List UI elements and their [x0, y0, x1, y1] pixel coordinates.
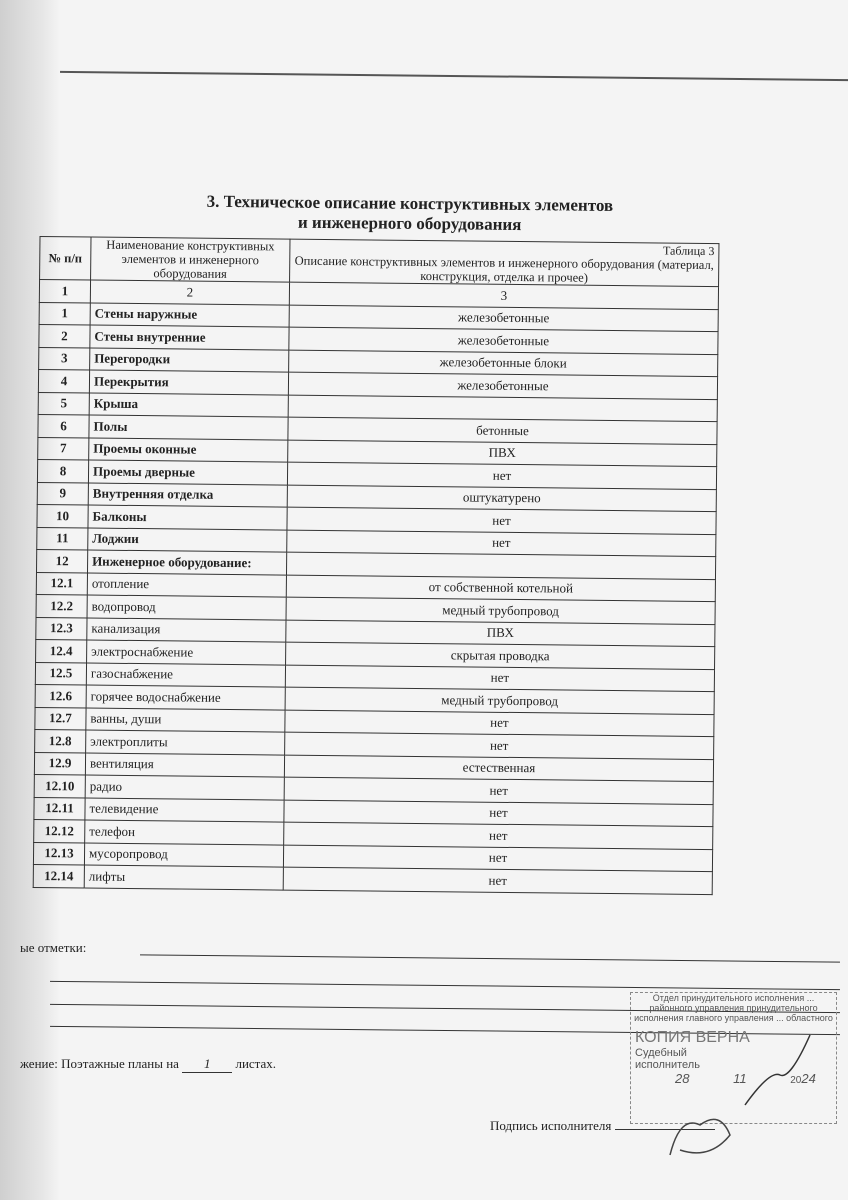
element-description: от собственной котельной: [286, 575, 715, 602]
row-number: 12: [36, 549, 87, 572]
elements-table: [33, 236, 720, 895]
element-description: бетонные: [288, 417, 717, 444]
signature-label: Подпись исполнителя: [490, 1118, 612, 1133]
element-description: нет: [283, 845, 712, 872]
element-name: Проемы оконные: [89, 438, 288, 463]
divider: [60, 71, 848, 81]
element-description: нет: [287, 530, 716, 557]
element-description: нет: [285, 665, 714, 692]
element-name: вентиляция: [85, 753, 284, 778]
row-number: 3: [39, 347, 90, 370]
element-name: Балконы: [88, 505, 287, 530]
element-name: Стены внутренние: [90, 325, 289, 350]
element-name: Инженерное оборудование:: [87, 550, 286, 575]
row-number: 6: [38, 414, 89, 437]
row-number: 4: [38, 369, 89, 392]
row-number: 8: [37, 459, 88, 482]
element-description: нет: [287, 507, 716, 534]
element-name: электроплиты: [86, 730, 285, 755]
title-line2: и инженерного оборудования: [297, 212, 522, 235]
element-name: Лоджии: [88, 528, 287, 553]
attachment-line: [20, 1056, 276, 1073]
element-name: газоснабжение: [86, 663, 285, 688]
row-number: 9: [37, 482, 88, 505]
attachment-label: жение: Поэтажные планы на: [20, 1056, 179, 1071]
element-description: нет: [284, 822, 713, 849]
row-number: 12.5: [35, 662, 86, 685]
stamp-year-prefix: 20: [790, 1075, 802, 1086]
col-number: 2: [90, 280, 289, 305]
row-number: 12.11: [34, 797, 85, 820]
row-number: 12.2: [36, 594, 87, 617]
attachment-suffix: листах.: [235, 1056, 277, 1071]
col-number: 1: [39, 280, 90, 303]
element-name: телевидение: [85, 798, 284, 823]
element-description: оштукатурено: [287, 485, 716, 512]
element-description: медный трубопровод: [286, 597, 715, 624]
row-number: 12.14: [33, 864, 84, 887]
row-number: 12.10: [34, 774, 85, 797]
element-description: скрытая проводка: [286, 642, 715, 669]
element-name: телефон: [85, 820, 284, 845]
row-number: 12.8: [35, 729, 86, 752]
row-number: 12.13: [33, 842, 84, 865]
row-number: 2: [39, 324, 90, 347]
attachment-count: 1: [182, 1056, 232, 1073]
header-row: [40, 237, 719, 287]
element-description: железобетонные блоки: [289, 350, 718, 377]
header-desc: [290, 239, 719, 286]
element-description: железобетонные: [288, 372, 717, 399]
handwritten-signature: [740, 1030, 820, 1110]
element-name: Полы: [89, 415, 288, 440]
element-name: электроснабжение: [87, 640, 286, 665]
element-name: ванны, души: [86, 708, 285, 733]
element-description: ПВХ: [286, 620, 715, 647]
element-description: нет: [285, 710, 714, 737]
title-line1: 3. Техническое описание конструктивных элементов: [206, 191, 614, 216]
stamp-year: 24: [801, 1071, 816, 1086]
element-name: канализация: [87, 618, 286, 643]
row-number: 5: [38, 392, 89, 415]
element-description: нет: [284, 777, 713, 804]
row-number: 12.1: [36, 572, 87, 595]
element-name: мусоропровод: [84, 843, 283, 868]
col-number: 3: [289, 282, 718, 309]
element-name: отопление: [87, 573, 286, 598]
element-description: железобетонные: [289, 305, 718, 332]
stamp-copy: КОПИЯ ВЕРНА: [635, 1029, 750, 1046]
table-label: Таблица 3: [662, 243, 715, 259]
element-description: нет: [285, 732, 714, 759]
row-number: 12.9: [34, 752, 85, 775]
row-number: 12.12: [34, 819, 85, 842]
notes-line: [50, 981, 840, 990]
stamp-month: 11: [733, 1071, 747, 1086]
element-name: горячее водоснабжение: [86, 685, 285, 710]
section-title: [100, 191, 720, 237]
element-name: Внутренняя отделка: [88, 483, 287, 508]
element-description: ПВХ: [288, 440, 717, 467]
stamp-role: Судебный: [635, 1047, 687, 1059]
element-description: нет: [283, 867, 712, 894]
header-name: Наименование конструктивных элементов и инженерного оборудования: [91, 237, 290, 282]
row-number: 12.6: [35, 684, 86, 707]
row-number: 1: [39, 302, 90, 325]
stamp-org: Отдел принудительного исполнения ... районного управления принудительного исполнения главного управления ... областного: [634, 993, 833, 1023]
element-name: Проемы дверные: [88, 460, 287, 485]
executor-signature: [660, 1105, 740, 1165]
row-number: 12.7: [35, 707, 86, 730]
header-desc-text: Описание конструктивных элементов и инженерного оборудования (материал, конструкция, отделка и прочее): [294, 253, 714, 285]
element-name: Стены наружные: [90, 303, 289, 328]
element-name: водопровод: [87, 595, 286, 620]
header-num: № п/п: [40, 237, 91, 281]
notes-label: ые отметки:: [20, 940, 87, 955]
element-name: Перегородки: [90, 348, 289, 373]
element-description: железобетонные: [289, 327, 718, 354]
row-number: 12.4: [36, 639, 87, 662]
row-number: 10: [37, 504, 88, 527]
element-name: лифты: [84, 865, 283, 890]
element-description: нет: [284, 800, 713, 827]
element-description: медный трубопровод: [285, 687, 714, 714]
stamp-role: исполнитель: [635, 1059, 700, 1071]
row-number: 7: [38, 437, 89, 460]
element-description: нет: [287, 462, 716, 489]
element-description: естественная: [284, 755, 713, 782]
row-number: 12.3: [36, 617, 87, 640]
stamp-day: 28: [675, 1071, 690, 1086]
element-name: Перекрытия: [89, 370, 288, 395]
element-name: радио: [85, 775, 284, 800]
element-name: Крыша: [89, 393, 288, 418]
row-number: 11: [37, 527, 88, 550]
document-body: [33, 190, 720, 895]
